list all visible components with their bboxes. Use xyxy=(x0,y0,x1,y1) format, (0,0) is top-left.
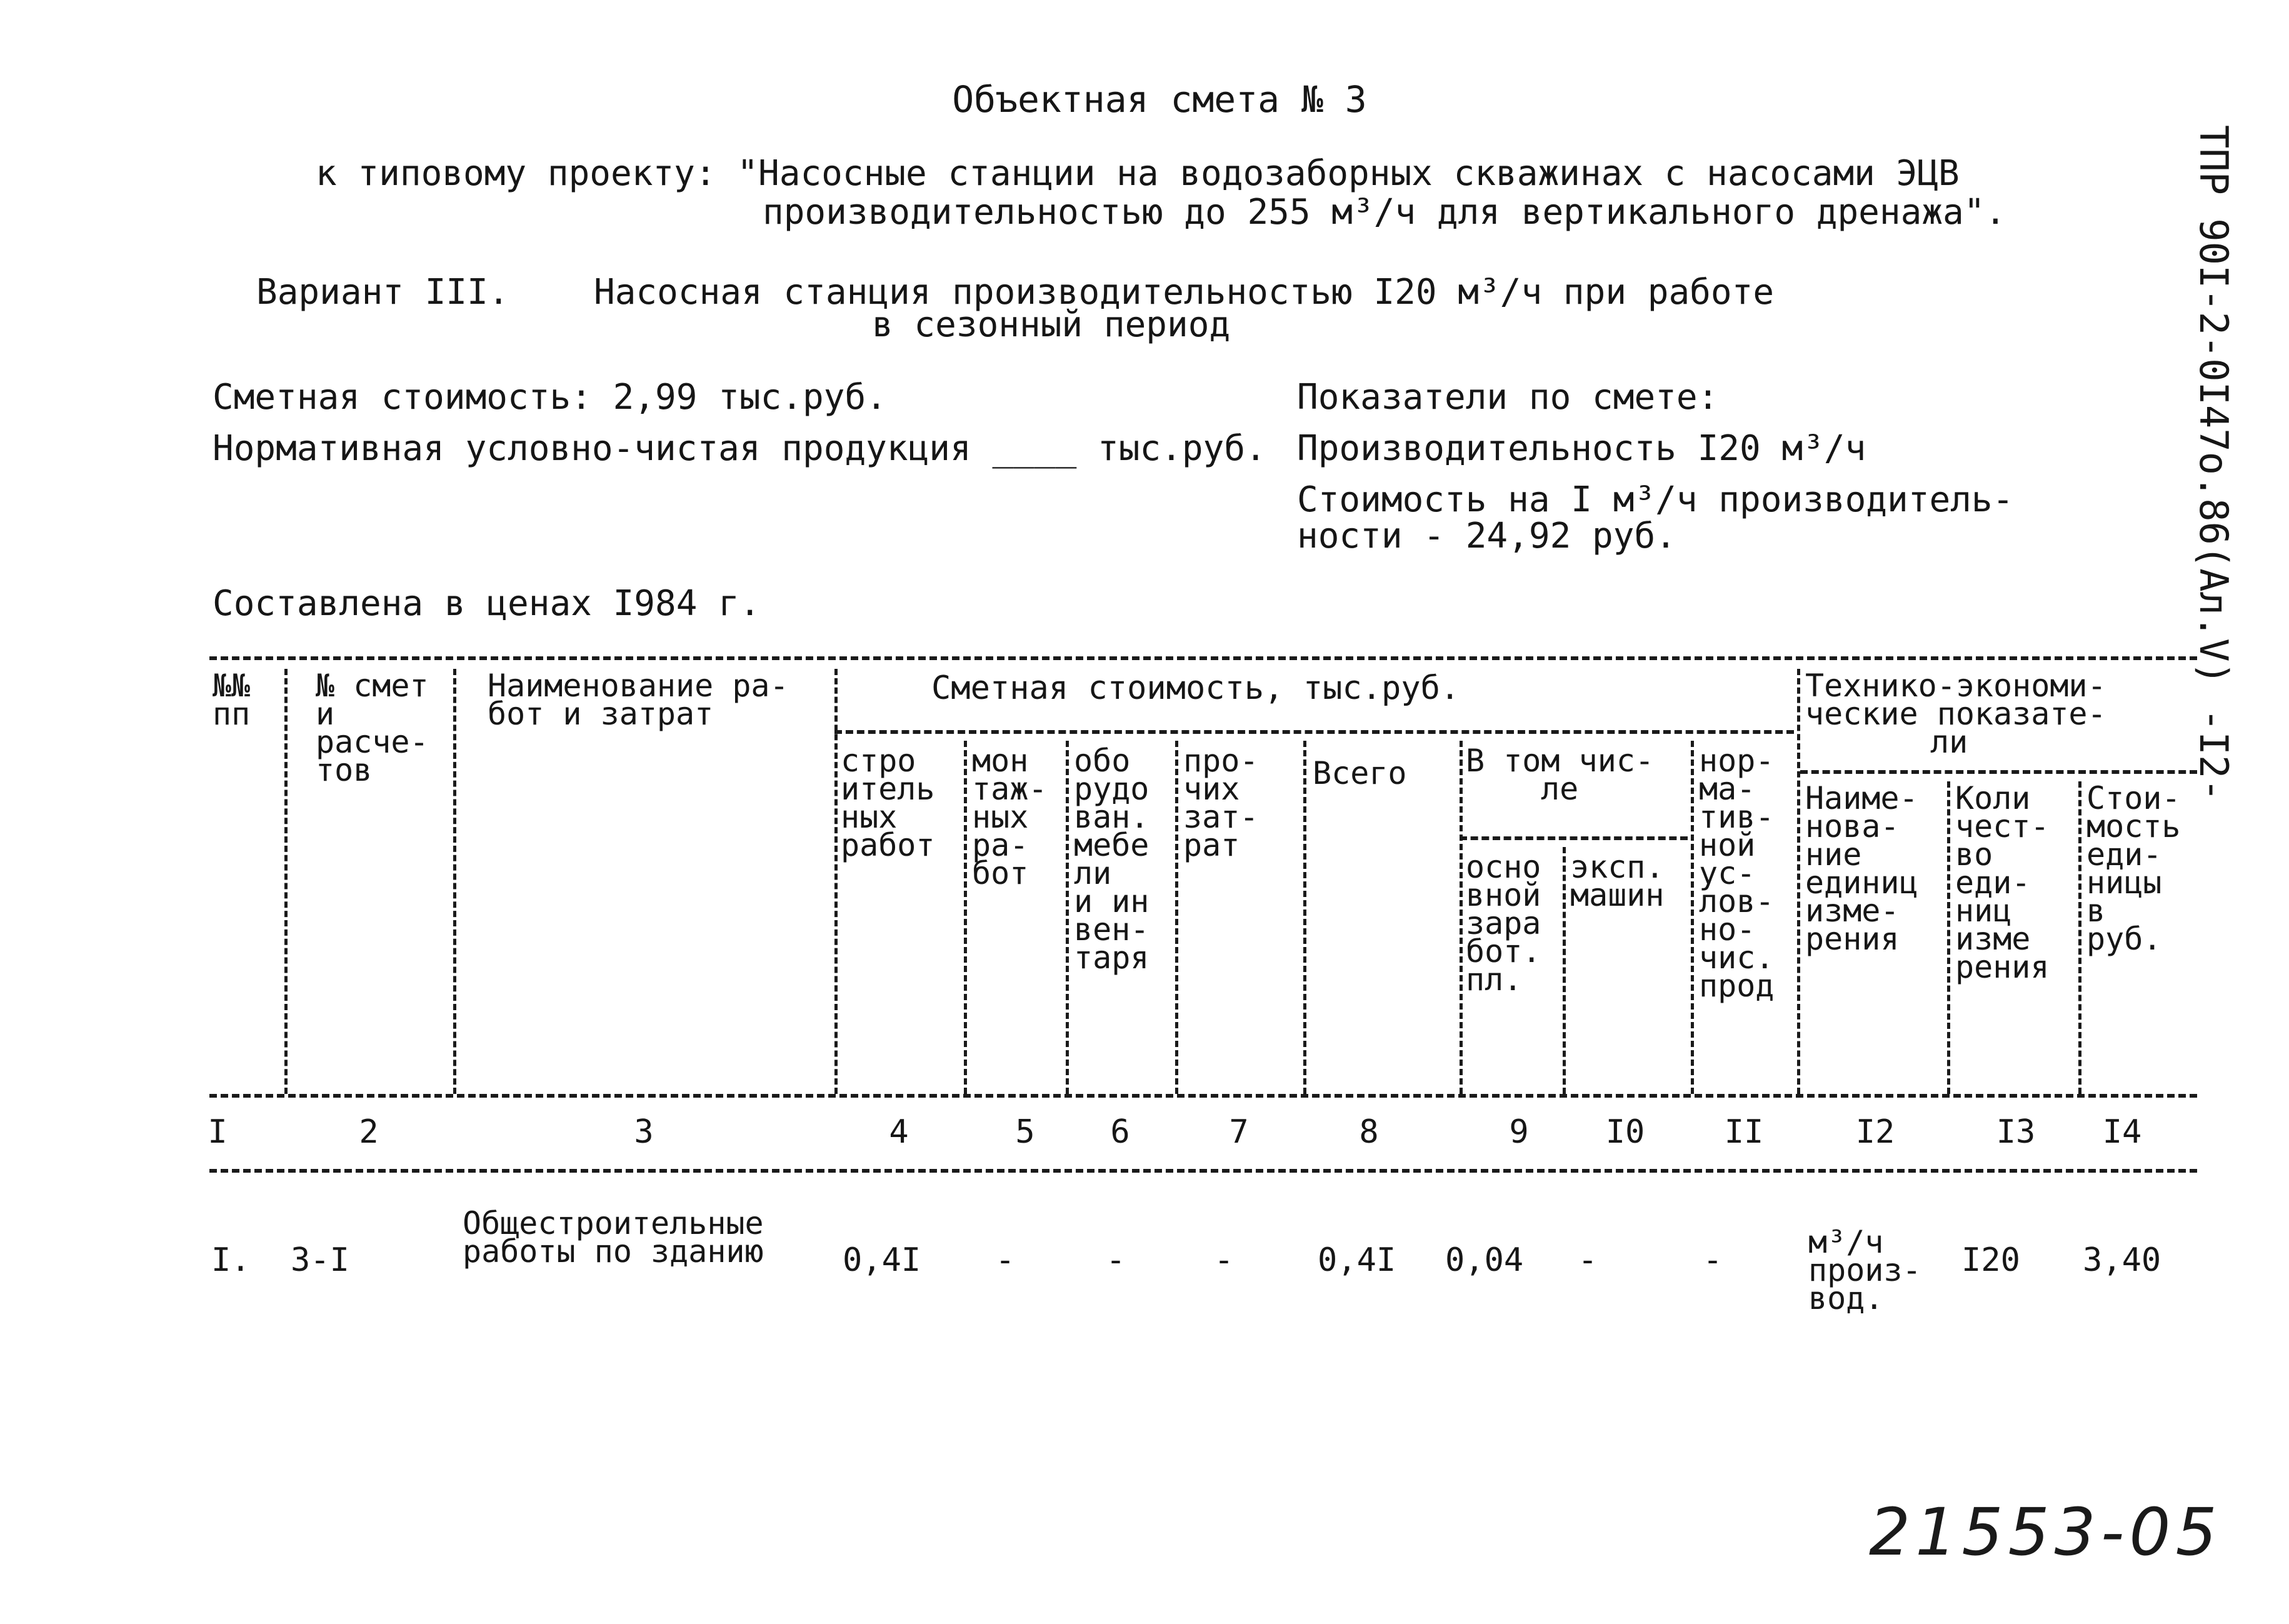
unit-cost-line-1: Стоимость на I м³/ч производитель- xyxy=(1297,479,2014,520)
capacity-indicator: Производительность I20 м³/ч xyxy=(1297,428,1866,469)
col-number-4: 4 xyxy=(889,1113,909,1151)
header-bottom-rule xyxy=(209,1094,2197,1098)
col-divider-8 xyxy=(1460,741,1463,1094)
header-col-10: эксп. машин xyxy=(1570,849,1665,913)
row-1-name: Общестроительные работы по зданию xyxy=(463,1205,764,1270)
col-divider-13 xyxy=(2078,781,2081,1094)
col-number-7: 7 xyxy=(1229,1113,1249,1151)
header-col-11: нор- ма- тив- ной ус- лов- но- чис. прод xyxy=(1699,743,1775,1004)
row-1-total: 0,4I xyxy=(1318,1241,1396,1279)
col-number-5: 5 xyxy=(1015,1113,1035,1151)
header-col-3: Наименование ра- бот и затрат xyxy=(488,668,789,732)
col-divider-7 xyxy=(1303,741,1306,1094)
col-divider-2 xyxy=(453,669,456,1094)
col-divider-5 xyxy=(1066,741,1069,1094)
col-number-12: I2 xyxy=(1855,1113,1895,1151)
row-1-wages: 0,04 xyxy=(1445,1241,1524,1279)
col-number-3: 3 xyxy=(634,1113,654,1151)
row-1-unit-cost: 3,40 xyxy=(2083,1241,2161,1279)
col-divider-6 xyxy=(1175,741,1178,1094)
project-line-1: к типовому проекту: "Насосные станции на водозаборных скважинах с насосами ЭЦВ xyxy=(316,153,1960,194)
col-numbers-rule xyxy=(209,1169,2197,1173)
side-stamp: ТПР 90I-2-0I47о.86(Ал.V) -I2- xyxy=(2191,125,2236,802)
row-1-norm-product: - xyxy=(1703,1241,1723,1279)
header-col-2: № смет и расче- тов xyxy=(316,668,429,788)
col-number-8: 8 xyxy=(1359,1113,1379,1151)
incl-group-rule xyxy=(1460,836,1688,840)
price-level: Составлена в ценах I984 г. xyxy=(213,583,761,624)
row-1-installation: - xyxy=(995,1241,1015,1279)
header-col-6: обо рудо ван. мебе ли и ин вен- таря xyxy=(1074,743,1150,976)
header-col-13: Коли чест- во еди- ниц изме рения xyxy=(1955,780,2050,985)
header-col-14: Стои- мость еди- ницы в руб. xyxy=(2086,780,2181,957)
col-number-1: I xyxy=(208,1113,228,1151)
row-1-quantity: I20 xyxy=(1961,1241,2020,1279)
header-cost-group: Сметная стоимость, тыс.руб. xyxy=(931,669,1460,707)
variant-line-1: Насосная станция производительностью I20 м³/ч при работе xyxy=(594,272,1775,313)
col-divider-1 xyxy=(284,669,288,1094)
col-divider-4 xyxy=(964,741,967,1094)
col-divider-12 xyxy=(1947,781,1950,1094)
handwritten-number: 21553-05 xyxy=(1869,1494,2222,1570)
col-number-14: I4 xyxy=(2102,1113,2142,1151)
col-divider-9 xyxy=(1563,847,1566,1094)
header-col-4: стро итель ных работ xyxy=(841,743,935,863)
row-1-machines: - xyxy=(1578,1241,1598,1279)
unit-cost-line-2: ности - 24,92 руб. xyxy=(1297,516,1676,556)
row-1-number: I. xyxy=(211,1241,251,1279)
col-number-6: 6 xyxy=(1110,1113,1130,1151)
variant-line-2: в сезонный период xyxy=(872,304,1231,345)
col-divider-11 xyxy=(1797,669,1800,1094)
estimated-cost: Сметная стоимость: 2,99 тыс.руб. xyxy=(213,377,887,418)
header-col-1: №№ пп xyxy=(213,668,251,732)
col-number-2: 2 xyxy=(359,1113,379,1151)
normative-product: Нормативная условно-чистая продукция ____ тыс.руб. xyxy=(213,428,1266,469)
header-col-9: осно вной зара бот. пл. xyxy=(1466,849,1541,998)
header-col-8: Всего xyxy=(1313,755,1407,791)
col-number-11: II xyxy=(1724,1113,1764,1151)
col-number-10: I0 xyxy=(1605,1113,1645,1151)
document-title: Объектная смета № 3 xyxy=(952,78,1367,121)
header-incl-group: В том чис- ле xyxy=(1466,743,1655,807)
table-top-rule xyxy=(209,656,2197,660)
col-divider-3 xyxy=(834,669,838,1094)
row-1-construction: 0,4I xyxy=(843,1241,921,1279)
col-divider-10 xyxy=(1691,741,1694,1094)
row-1-equipment: - xyxy=(1106,1241,1126,1279)
header-col-5: мон таж- ных ра- бот xyxy=(972,743,1048,891)
variant-label: Вариант III. xyxy=(256,272,509,313)
cost-group-rule xyxy=(834,730,1794,734)
tech-group-rule xyxy=(1800,770,2197,774)
row-1-unit: м³/ч произ- вод. xyxy=(1808,1224,1921,1316)
header-tech-group: Технико-экономи- ческие показате- ли xyxy=(1805,668,2106,760)
col-number-13: I3 xyxy=(1996,1113,2036,1151)
project-line-2: производительностью до 255 м³/ч для вертикального дренажа". xyxy=(763,192,2006,233)
col-number-9: 9 xyxy=(1509,1113,1529,1151)
row-1-other: - xyxy=(1214,1241,1234,1279)
row-1-ref: 3-I xyxy=(291,1241,349,1279)
header-col-7: про- чих зат- рат xyxy=(1183,743,1259,863)
header-col-12: Наиме- нова- ние единиц изме- рения xyxy=(1805,780,1918,957)
indicators-title: Показатели по смете: xyxy=(1297,377,1719,418)
